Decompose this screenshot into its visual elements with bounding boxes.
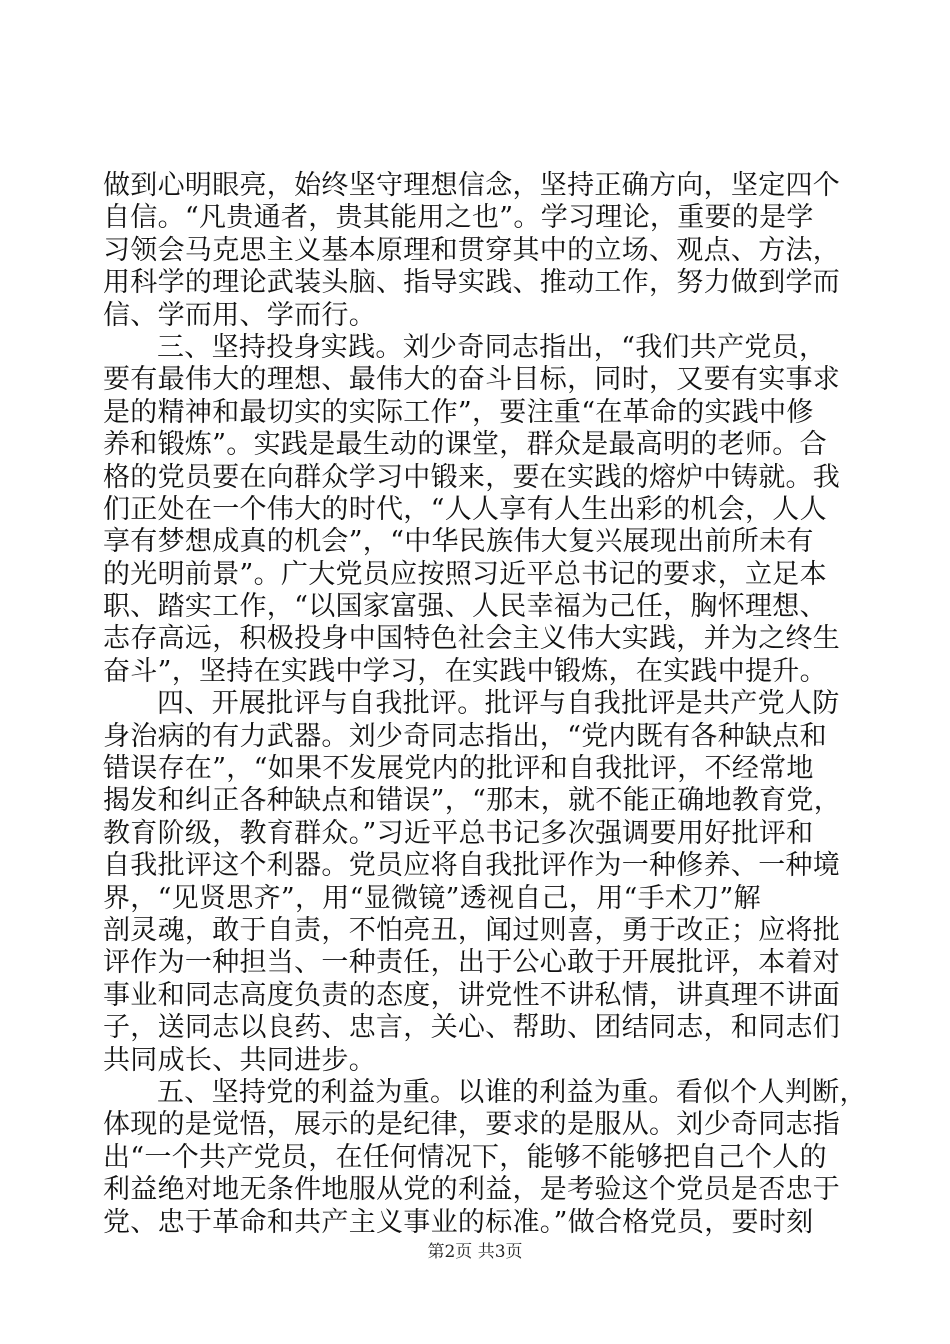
text-line: 错误存在”，“如果不发展党内的批评和自我批评，不经常地 <box>103 753 814 785</box>
text-line: 习领会马克思主义基本原理和贯穿其中的立场、观点、方法， <box>103 234 841 266</box>
text-line: 出“一个共产党员，在任何情况下，能够不能够把自己个人的 <box>103 1141 827 1173</box>
text-line: 信、学而用、学而行。 <box>103 299 376 331</box>
text-line: 格的党员要在向群众学习中锻来，要在实践的熔炉中铸就。我 <box>103 461 841 493</box>
text-line: 界，“见贤思齐”，用“显微镜”透视自己，用“手术刀”解 <box>103 882 761 914</box>
text-line: 剖灵魂，敢于自责，不怕亮丑，闻过则喜，勇于改正；应将批 <box>103 914 841 946</box>
text-line: 用科学的理论武装头脑、指导实践、推动工作，努力做到学而 <box>103 267 841 299</box>
text-line: 自我批评这个利器。党员应将自我批评作为一种修养、一种境 <box>103 850 841 882</box>
text-line: 要有最伟大的理想、最伟大的奋斗目标，同时，又要有实事求 <box>103 364 841 396</box>
document-body <box>103 170 867 1239</box>
page-footer: 第2页 共3页 <box>427 1242 523 1262</box>
text-line: 自信。“凡贵通者，贵其能用之也”。学习理论，重要的是学 <box>103 202 814 234</box>
text-line: 子，送同志以良药、忠言，关心、帮助、团结同志，和同志们 <box>103 1012 841 1044</box>
text-line: 志存高远，积极投身中国特色社会主义伟大实践，并为之终生 <box>103 623 841 655</box>
text-line: 的光明前景”。广大党员应按照习近平总书记的要求，立足本 <box>103 558 827 590</box>
text-line: 共同成长、共同进步。 <box>103 1044 376 1076</box>
paragraph-first-line: 四、开展批评与自我批评。批评与自我批评是共产党人防 <box>157 688 840 720</box>
text-line: 享有梦想成真的机会”，“中华民族伟大复兴展现出前所未有 <box>103 526 814 558</box>
text-line: 事业和同志高度负责的态度，讲党性不讲私情，讲真理不讲面 <box>103 979 841 1011</box>
text-line: 是的精神和最切实的实际工作”，要注重“在革命的实践中修 <box>103 396 814 428</box>
text-line: 党、忠于革命和共产主义事业的标准。”做合格党员，要时刻 <box>103 1206 814 1238</box>
paragraph-first-line: 五、坚持党的利益为重。以谁的利益为重。看似个人判断， <box>157 1076 867 1108</box>
text-line: 职、踏实工作，“以国家富强、人民幸福为己任，胸怀理想、 <box>103 591 827 623</box>
text-line: 们正处在一个伟大的时代，“人人享有人生出彩的机会，人人 <box>103 493 827 525</box>
text-line: 教育阶级，教育群众。”习近平总书记多次强调要用好批评和 <box>103 817 814 849</box>
text-line: 身治病的有力武器。刘少奇同志指出，“党内既有各种缺点和 <box>103 720 827 752</box>
text-line: 做到心明眼亮，始终坚守理想信念，坚持正确方向，坚定四个 <box>103 170 841 201</box>
text-line: 养和锻炼”。实践是最生动的课堂，群众是最高明的老师。合 <box>103 429 827 461</box>
paragraph-first-line: 三、坚持投身实践。刘少奇同志指出，“我们共产党员， <box>157 331 827 363</box>
text-line: 评作为一种担当、一种责任，出于公心敢于开展批评，本着对 <box>103 947 841 979</box>
text-line: 揭发和纠正各种缺点和错误”，“那末，就不能正确地教育党， <box>103 785 842 817</box>
text-line: 利益绝对地无条件地服从党的利益，是考验这个党员是否忠于 <box>103 1174 841 1206</box>
text-line: 奋斗”，坚持在实践中学习，在实践中锻炼，在实践中提升。 <box>103 655 827 687</box>
text-line: 体现的是觉悟，展示的是纪律，要求的是服从。刘少奇同志指 <box>103 1109 841 1141</box>
